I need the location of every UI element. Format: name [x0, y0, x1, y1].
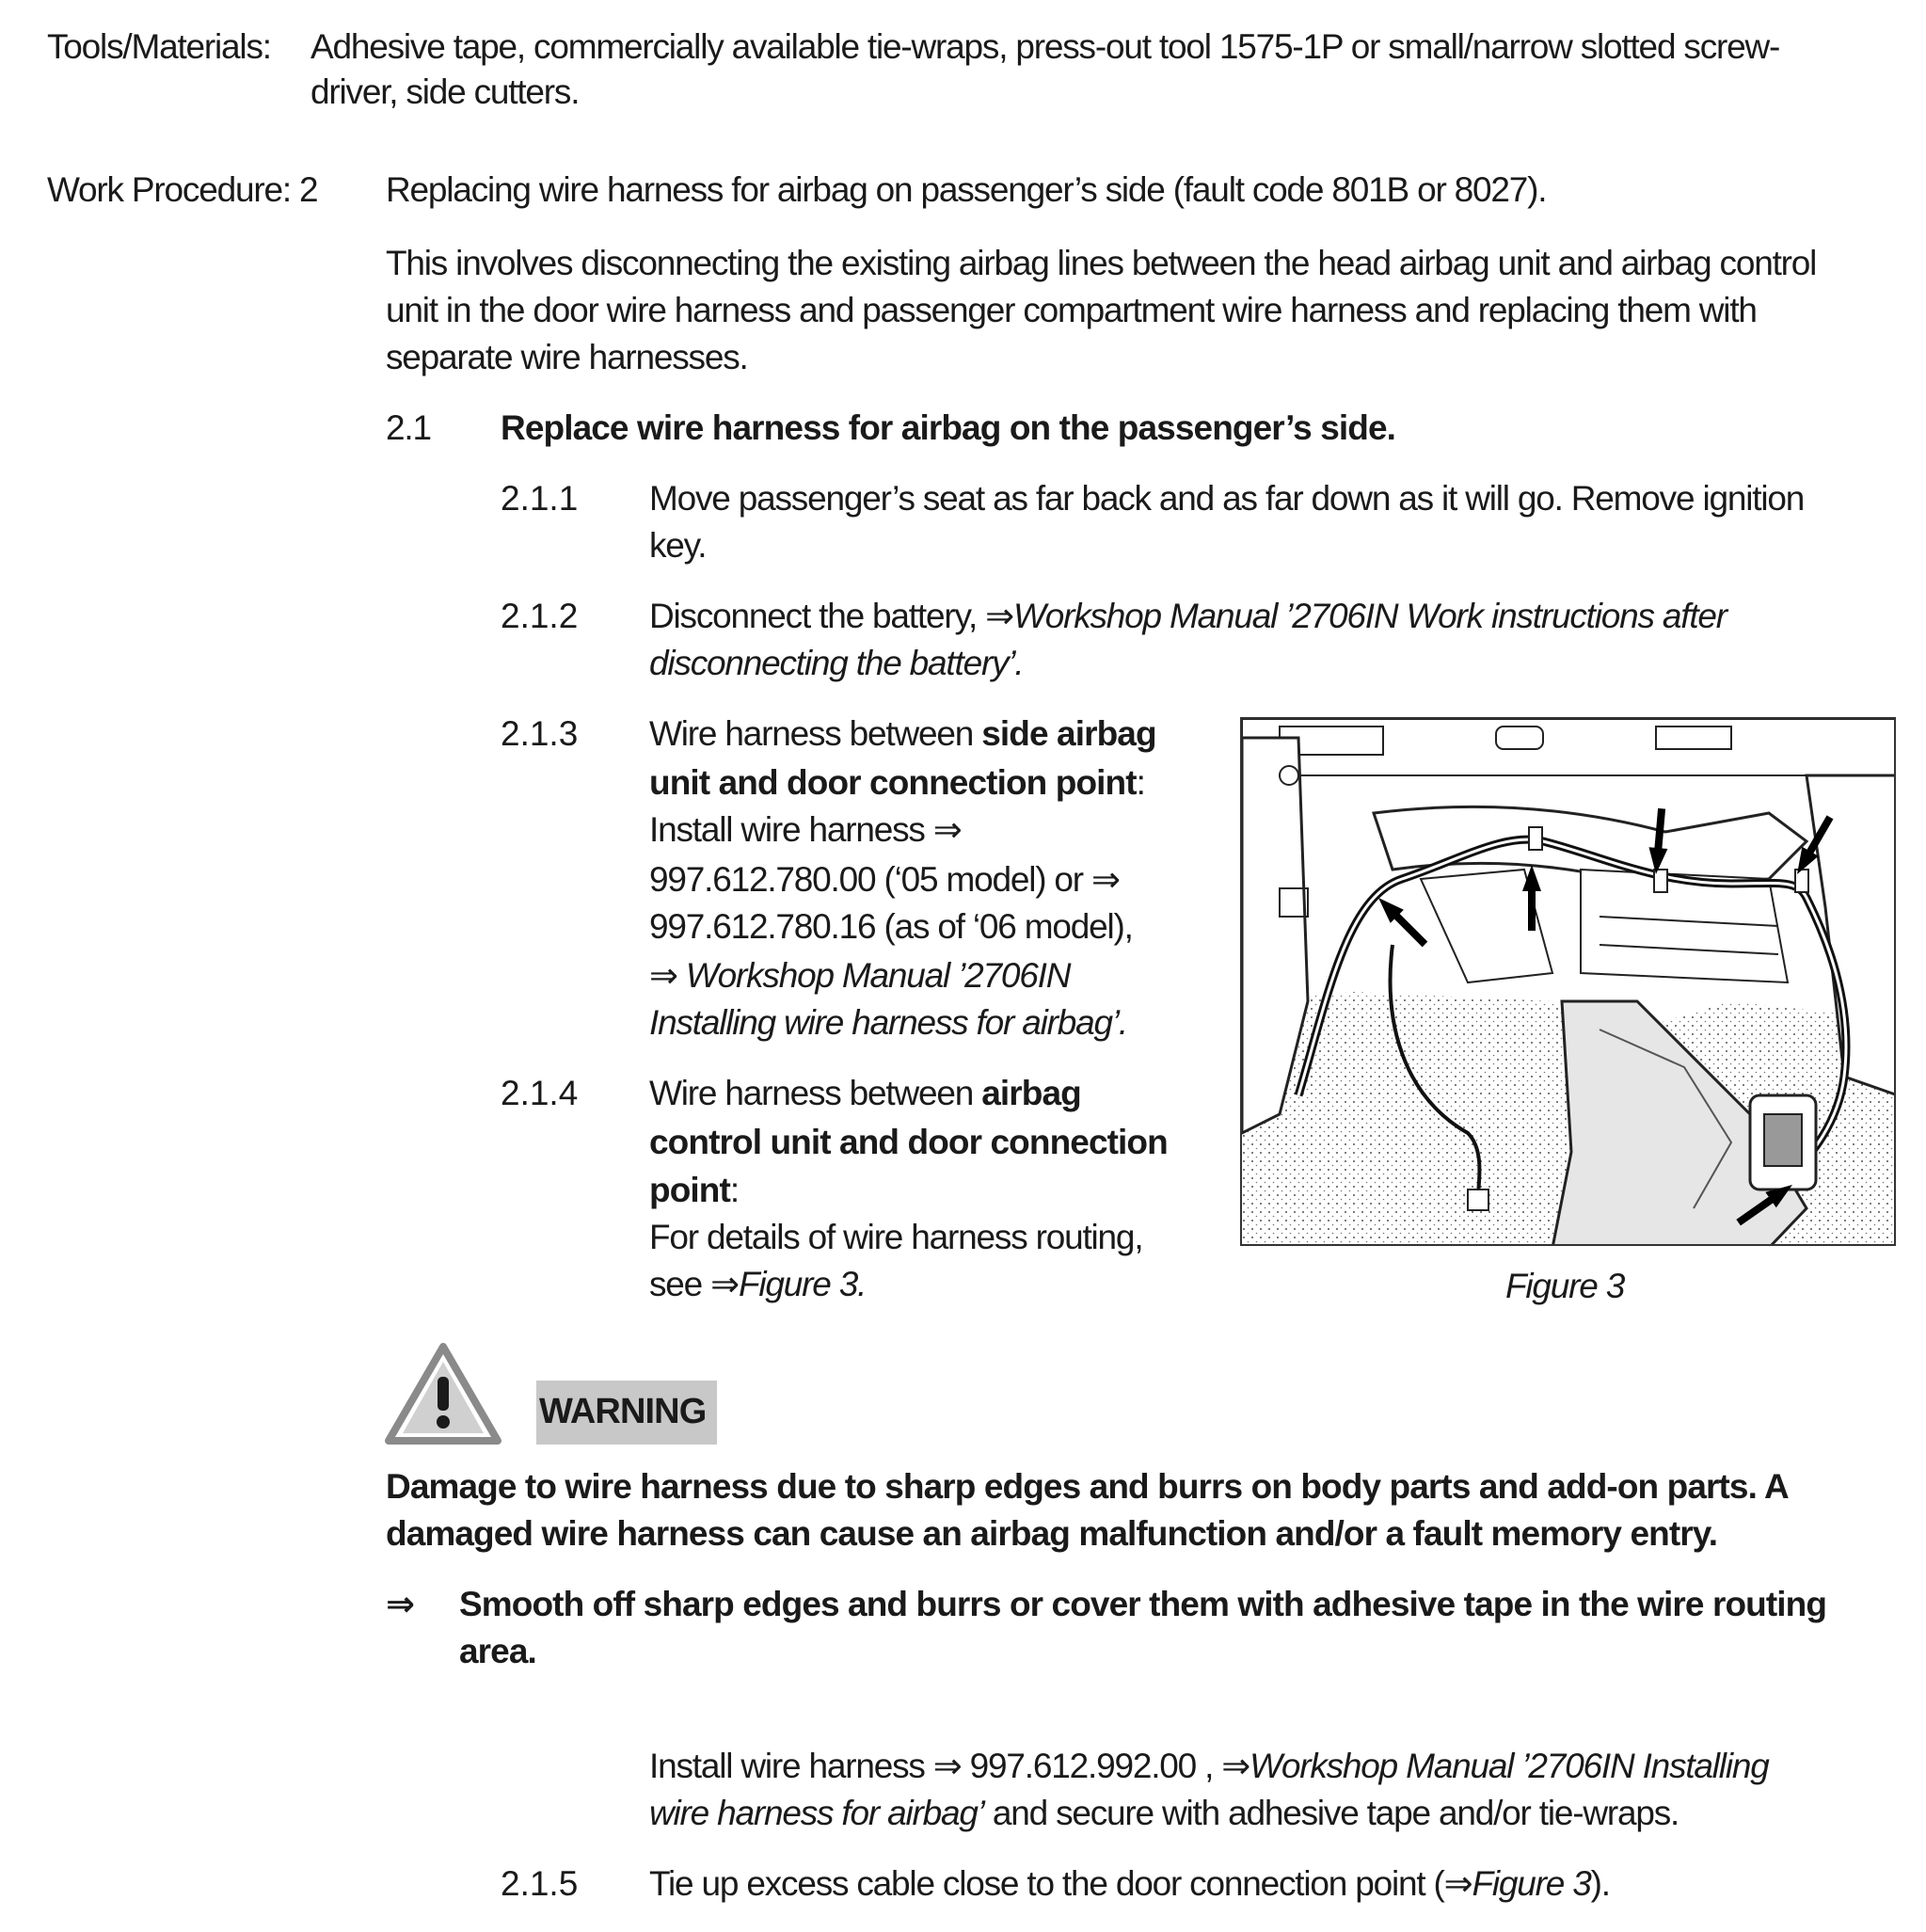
install-pre: Install wire harness ⇒ 997.612.992.00 , ⇒: [649, 1747, 1250, 1785]
step-2-1-3-bold1: side airbag: [981, 714, 1156, 753]
step-2-1-3-bold2: unit and door connection point: [649, 763, 1137, 802]
section-number: 2.1: [386, 408, 431, 447]
step-2-1-3-line4[interactable]: 997.612.780.00 (‘05 model) or ⇒: [649, 860, 1120, 899]
intro-line3: separate wire harnesses.: [386, 338, 748, 376]
step-2-1-3-line6[interactable]: ⇒ Workshop Manual ’2706IN: [649, 956, 1071, 995]
step-2-1-4-colon: :: [729, 1171, 739, 1209]
step-2-1-1-line2: key.: [649, 526, 707, 565]
install-line2: [649, 1790, 1679, 1837]
step-2-1-1-line1: Move passenger’s seat as far back and as far down as it will go. Remove ignition: [649, 479, 1805, 518]
wire-harness-illustration: [1242, 719, 1896, 1246]
tools-text-line2: driver, side cutters.: [310, 72, 580, 111]
figure-3-reference-2[interactable]: Figure 3: [1472, 1864, 1591, 1903]
workshop-manual-reference[interactable]: Workshop Manual ’2706IN Work instructions after: [1012, 597, 1727, 635]
arrow-marker-1: [1372, 891, 1432, 951]
step-number-2-1-4: 2.1.4: [501, 1074, 579, 1112]
warning-text-line2: damaged wire harness can cause an airbag malfunction and/or a fault memory entry.: [386, 1514, 1718, 1553]
tools-label: Tools/Materials:: [47, 27, 271, 66]
step-2-1-4-line4: For details of wire harness routing,: [649, 1218, 1143, 1256]
action-arrow-icon: ⇒: [386, 1585, 415, 1623]
step-2-1-4-bold3: point: [649, 1171, 730, 1209]
step-number-2-1-2: 2.1.2: [501, 597, 579, 635]
step-2-1-3-line7: Installing wire harness for airbag’.: [649, 1003, 1127, 1042]
tools-text-line1: Adhesive tape, commercially available tie-wraps, press-out tool 1575-1P or small/narrow slotted screw-: [310, 27, 1780, 66]
step-2-1-3-colon: :: [1136, 763, 1145, 802]
step-2-1-3-pre: Wire harness between: [649, 714, 974, 753]
install-post: and secure with adhesive tape and/or tie-wraps.: [992, 1794, 1679, 1832]
step-2-1-5-text: Tie up excess cable close to the door connection point (⇒: [649, 1864, 1472, 1903]
step-number-2-1-5: 2.1.5: [501, 1864, 579, 1903]
warning-action-line2: area.: [459, 1632, 536, 1670]
figure-3-image: [1240, 717, 1896, 1246]
step-2-1-4-pre: Wire harness between: [649, 1074, 974, 1112]
step-number-2-1-3: 2.1.3: [501, 714, 579, 753]
warning-label: WARNING: [539, 1392, 707, 1431]
section-title: Replace wire harness for airbag on the passenger’s side.: [501, 408, 1396, 447]
warning-text-line1: Damage to wire harness due to sharp edges and burrs on body parts and add-on parts. A: [386, 1467, 1789, 1506]
intro-line2: unit in the door wire harness and passenger compartment wire harness and replacing them with: [386, 291, 1757, 329]
step-2-1-5-end: ).: [1590, 1864, 1610, 1903]
step-2-1-3-line5[interactable]: 997.612.780.16 (as of ‘06 model),: [649, 907, 1133, 946]
step-2-1-4-see: see ⇒: [649, 1265, 739, 1303]
step-2-1-5-line1: [649, 1860, 1610, 1908]
reference-arrow-icon: ⇒: [985, 597, 1013, 635]
intro-line1: This involves disconnecting the existing airbag lines between the head airbag unit and airbag control: [386, 244, 1817, 282]
step-2-1-2-text: Disconnect the battery,: [649, 597, 978, 635]
warning-action-line1: Smooth off sharp edges and burrs or cover them with adhesive tape in the wire routing: [459, 1585, 1827, 1623]
step-2-1-4-line5: [649, 1261, 866, 1308]
figure-3-caption: Figure 3: [1505, 1267, 1625, 1305]
warning-triangle-icon: [384, 1341, 502, 1446]
step-2-1-4-line1: [649, 1070, 1081, 1117]
step-2-1-2-line2: disconnecting the battery’.: [649, 644, 1024, 682]
figure-3-reference[interactable]: Figure 3.: [738, 1265, 867, 1303]
step-2-1-4-line3: [649, 1167, 739, 1214]
work-procedure-label: Work Procedure: 2: [47, 170, 318, 209]
step-2-1-4-line2: control unit and door connection: [649, 1123, 1168, 1161]
step-2-1-3-line3: Install wire harness ⇒: [649, 810, 962, 849]
step-2-1-4-bold1: airbag: [981, 1074, 1081, 1112]
install-line1: [649, 1743, 1769, 1790]
step-number-2-1-1: 2.1.1: [501, 479, 579, 518]
install-manual-reference[interactable]: Workshop Manual ’2706IN Installing: [1250, 1747, 1769, 1785]
work-procedure-title: Replacing wire harness for airbag on passenger’s side (fault code 801B or 8027).: [386, 170, 1547, 209]
step-2-1-2-line1: [649, 593, 1727, 640]
install-ref-continued[interactable]: wire harness for airbag’: [649, 1794, 984, 1832]
step-2-1-3-line1: [649, 711, 1156, 758]
step-2-1-3-line2: [649, 759, 1145, 806]
